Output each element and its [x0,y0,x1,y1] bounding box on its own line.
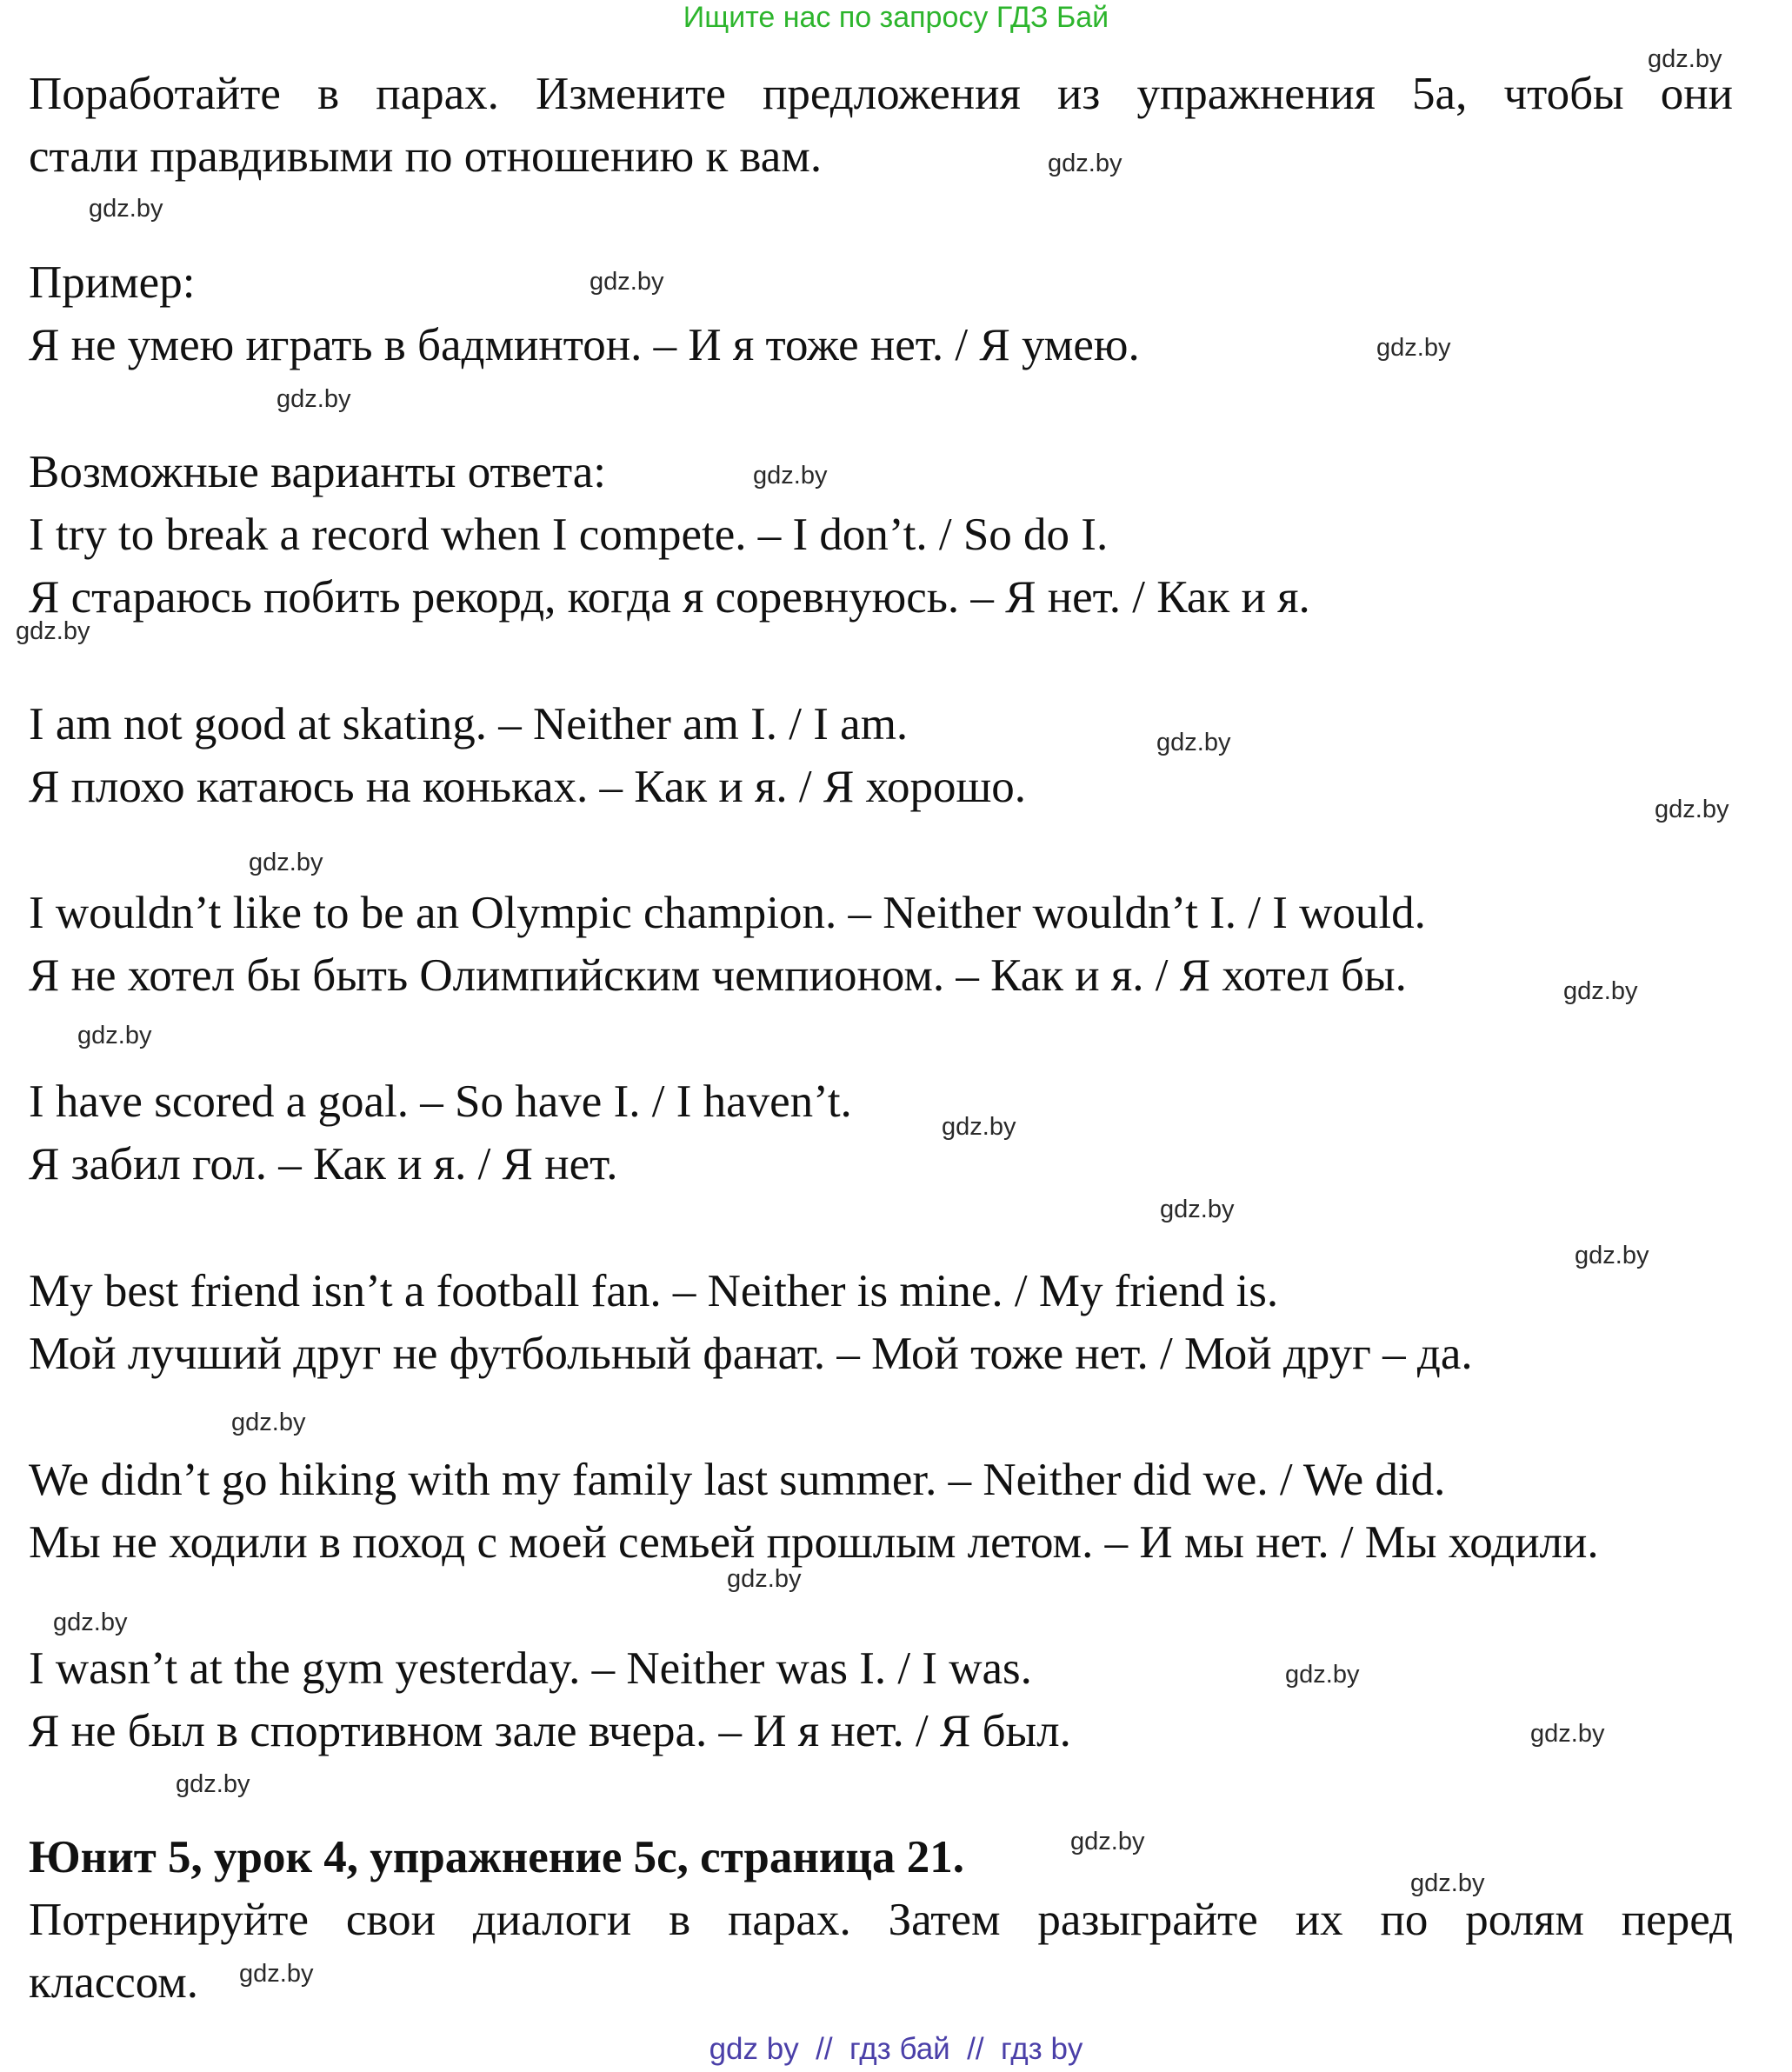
answer-en-4: I have scored a goal. – So have I. / I haven’t. [29,1076,852,1127]
watermark: gdz.by [1156,729,1231,756]
example-text: Я не умею играть в бадминтон. – И я тоже нет. / Я умею. [29,320,1140,370]
watermark: gdz.by [1563,977,1638,1005]
watermark: gdz.by [53,1609,128,1636]
watermark: gdz.by [231,1409,306,1436]
watermark: gdz.by [249,849,323,876]
answer-ru-1: Я стараюсь побить рекорд, когда я соревнуюсь. – Я нет. / Как и я. [29,572,1310,623]
answer-ru-3: Я не хотел бы быть Олимпийским чемпионом. – Как и я. / Я хотел бы. [29,950,1407,1001]
section-line-1: Потренируйте свои диалоги в парах. Затем разыграйте их по ролям перед [29,1895,1733,1945]
watermark: gdz.by [1655,796,1729,823]
watermark: gdz.by [77,1022,152,1049]
answers-label: Возможные варианты ответа: [29,447,607,497]
watermark: gdz.by [942,1113,1016,1141]
search-hint-link[interactable]: Ищите нас по запросу ГДЗ Бай [683,1,1109,34]
watermark: gdz.by [1285,1661,1360,1689]
watermark: gdz.by [1530,1720,1605,1748]
watermark: gdz.by [1648,45,1722,73]
answer-ru-7: Я не был в спортивном зале вчера. – И я нет. / Я был. [29,1706,1071,1756]
watermark: gdz.by [1070,1828,1145,1855]
answer-ru-4: Я забил гол. – Как и я. / Я нет. [29,1139,618,1189]
watermark: gdz.by [727,1565,802,1593]
watermark: gdz.by [1575,1242,1649,1269]
answer-ru-5: Мой лучший друг не футбольный фанат. – Мой тоже нет. / Мой друг – да. [29,1329,1473,1379]
section-line-2: классом. [29,1957,199,2008]
task-line-2: стали правдивыми по отношению к вам. [29,131,823,182]
section-heading: Юнит 5, урок 4, упражнение 5с, страница 21. [29,1832,964,1882]
answer-ru-2: Я плохо катаюсь на коньках. – Как и я. / Я хорошо. [29,762,1027,812]
answer-en-3: I wouldn’t like to be an Olympic champion. – Neither wouldn’t I. / I would. [29,888,1426,938]
answer-en-7: I wasn’t at the gym yesterday. – Neither was I. / I was. [29,1643,1032,1694]
watermark: gdz.by [753,462,828,490]
example-label: Пример: [29,257,196,308]
answer-en-6: We didn’t go hiking with my family last summer. – Neither did we. / We did. [29,1455,1446,1505]
answer-en-1: I try to break a record when I compete. – I don’t. / So do I. [29,510,1109,560]
footer-links[interactable]: gdz by // гдз бай // гдз by [709,2032,1083,2066]
watermark: gdz.by [89,195,163,223]
watermark: gdz.by [1160,1196,1235,1223]
watermark: gdz.by [1410,1869,1485,1897]
watermark: gdz.by [239,1960,314,1988]
answer-ru-6: Мы не ходили в поход с моей семьей прошлым летом. – И мы нет. / Мы ходили. [29,1517,1599,1568]
task-line-1: Поработайте в парах. Измените предложения из упражнения 5а, чтобы они [29,69,1733,119]
watermark: gdz.by [176,1770,250,1798]
watermark: gdz.by [1376,334,1451,362]
watermark: gdz.by [1048,150,1122,177]
watermark: gdz.by [276,385,351,413]
answer-en-2: I am not good at skating. – Neither am I. / I am. [29,699,909,750]
watermark: gdz.by [590,268,664,296]
answer-en-5: My best friend isn’t a football fan. – Neither is mine. / My friend is. [29,1266,1279,1316]
watermark: gdz.by [16,617,90,645]
